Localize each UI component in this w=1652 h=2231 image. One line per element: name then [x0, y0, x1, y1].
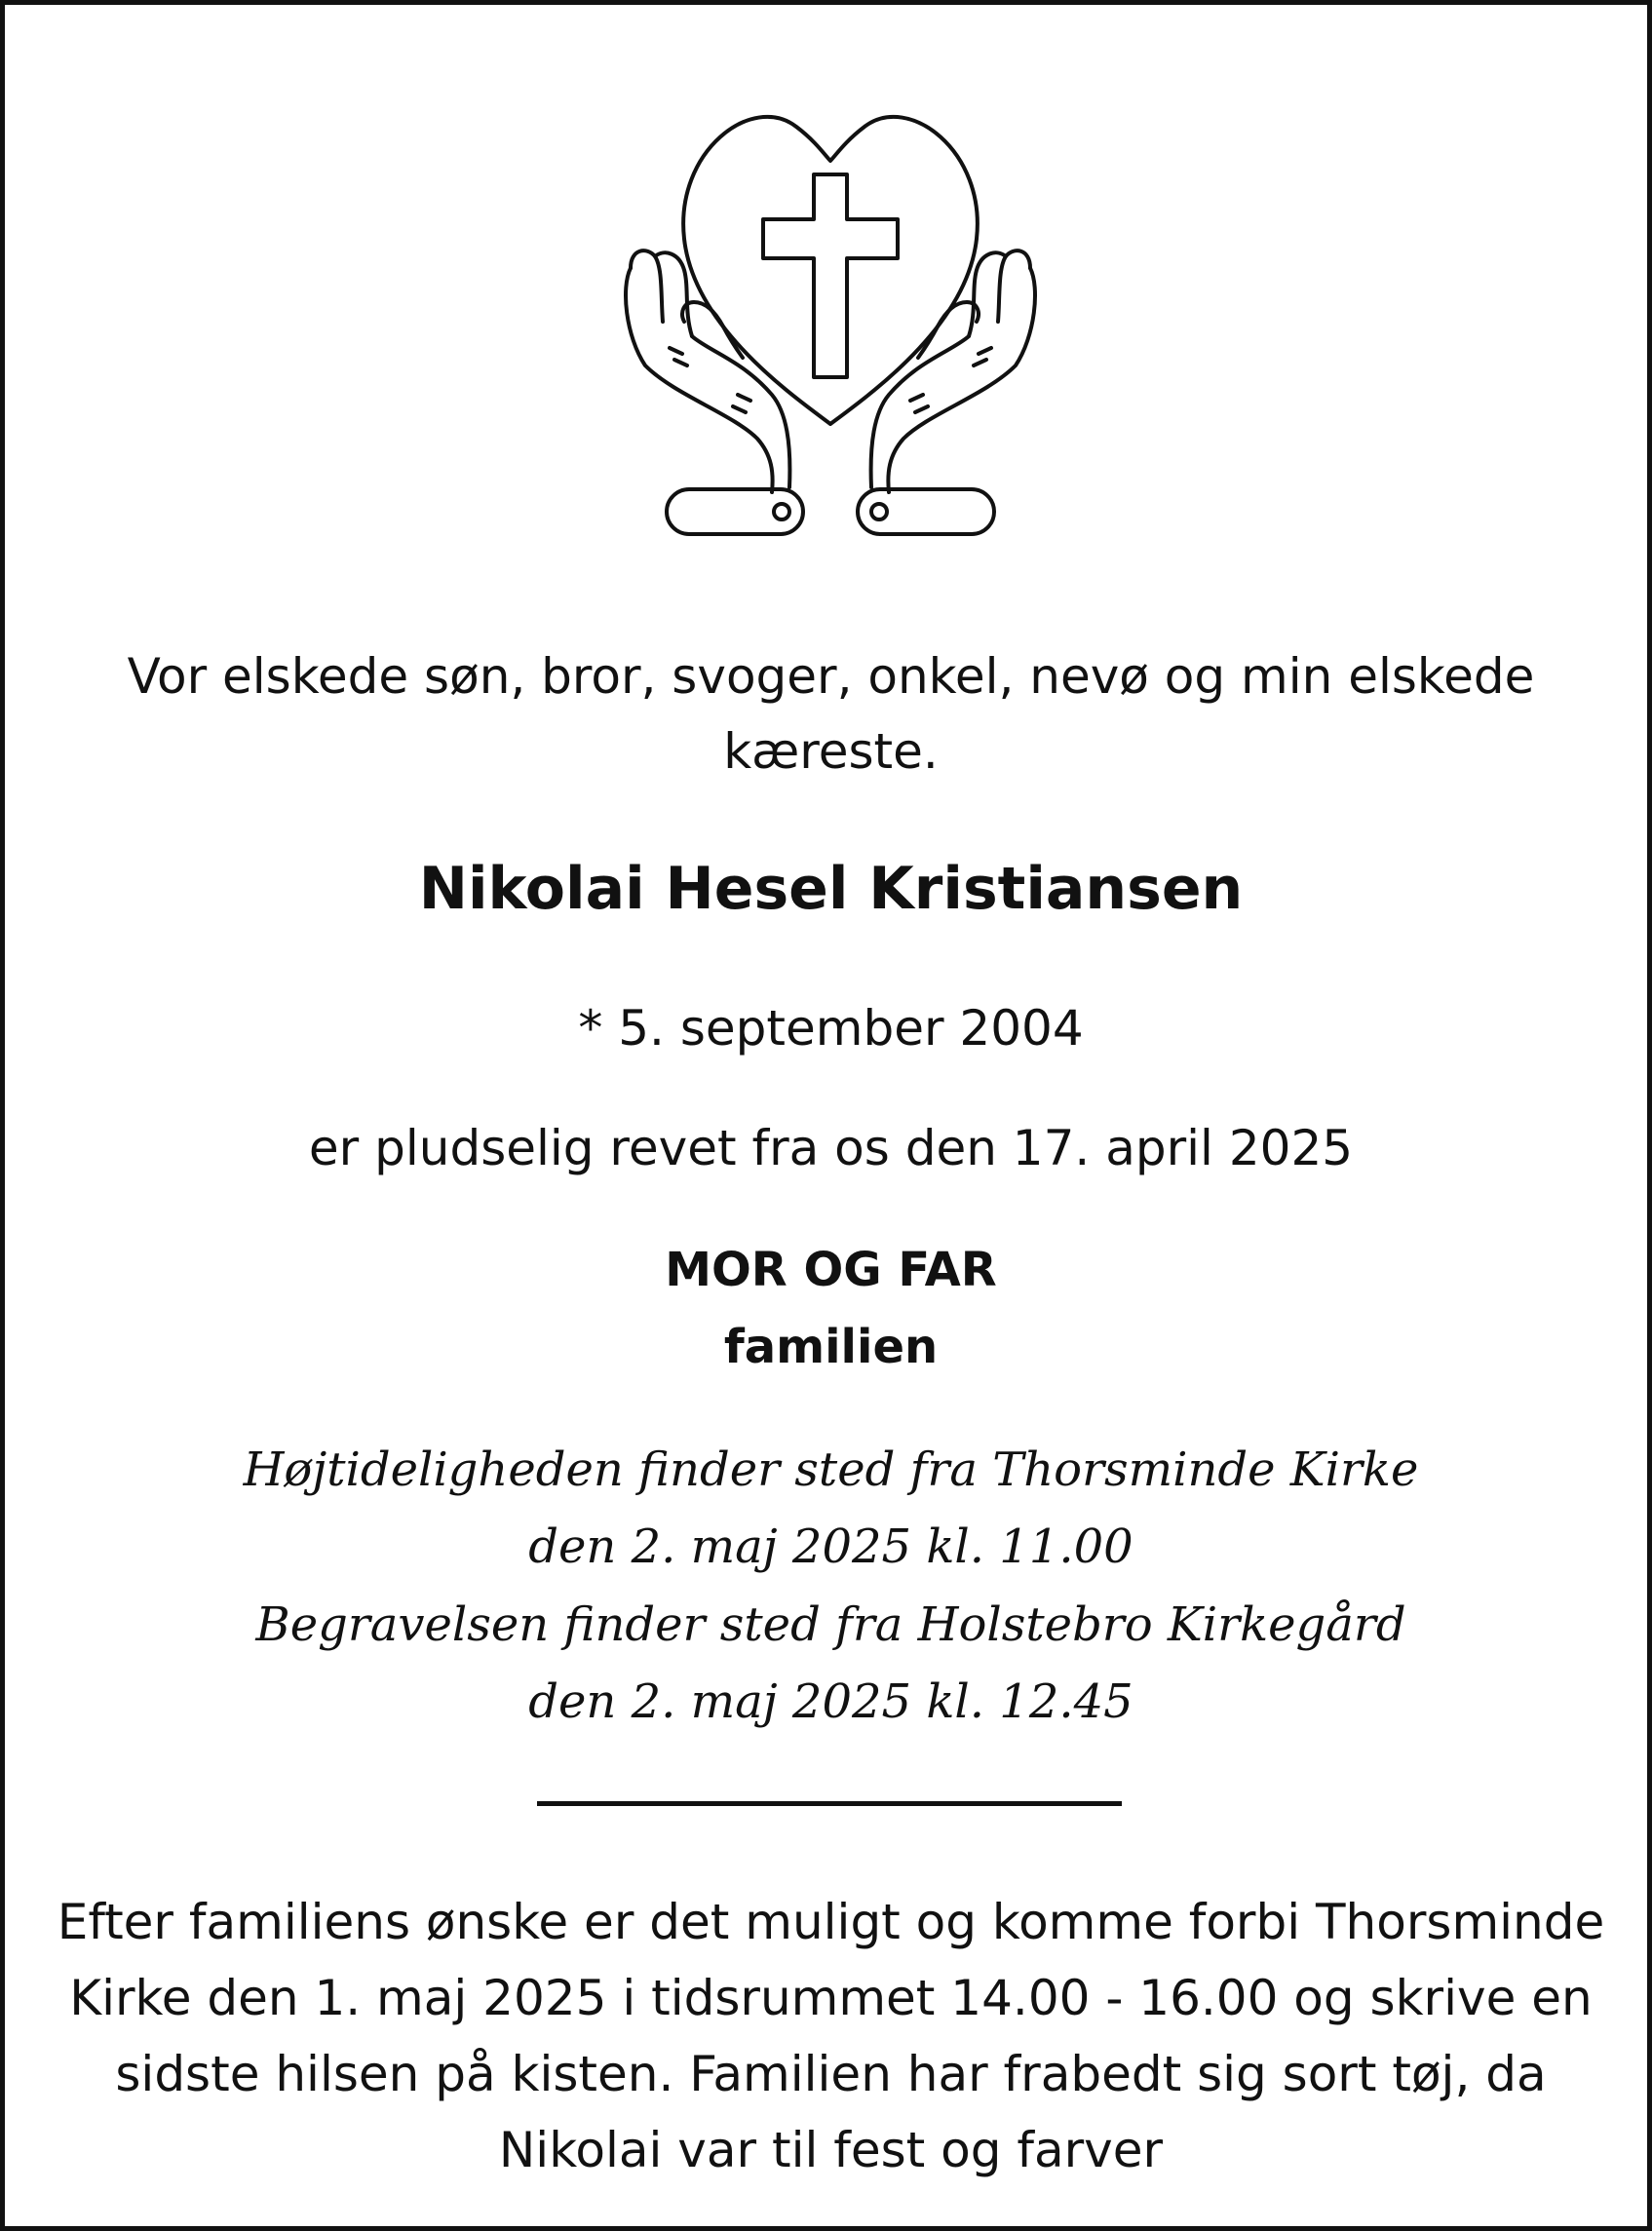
note-line-2: Kirke den 1. maj 2025 i tidsrummet 14.00 - 16.00 og skrive en	[69, 1970, 1593, 2026]
intro-text-line-1: Vor elskede søn, bror, svoger, onkel, nevø og min elskede	[127, 648, 1535, 705]
signatory-parents: MOR OG FAR	[665, 1243, 997, 1297]
heart-cross-hands-icon	[587, 102, 1074, 551]
ceremony-line-2: den 2. maj 2025 kl. 11.00	[528, 1519, 1133, 1574]
signatory-family: familien	[723, 1320, 939, 1374]
note-line-3: sidste hilsen på kisten. Familien har frabedt sig sort tøj, da	[115, 2046, 1547, 2102]
note-line-4: Nikolai var til fest og farver	[498, 2122, 1164, 2178]
ceremony-line-3: Begravelsen finder sted fra Holstebro Kirkegård	[255, 1597, 1406, 1652]
deceased-name: Nikolai Hesel Kristiansen	[418, 855, 1244, 923]
death-date: er pludselig revet fra os den 17. april 2025	[308, 1120, 1354, 1176]
birth-date: * 5. september 2004	[578, 1000, 1084, 1057]
ceremony-line-1: Højtideligheden finder sted fra Thorsminde Kirke	[243, 1442, 1419, 1497]
intro-text-line-2: kæreste.	[723, 723, 939, 780]
ceremony-line-4: den 2. maj 2025 kl. 12.45	[528, 1674, 1133, 1729]
divider	[537, 1801, 1122, 1806]
note-line-1: Efter familiens ønske er det muligt og komme forbi Thorsminde	[57, 1894, 1605, 1950]
